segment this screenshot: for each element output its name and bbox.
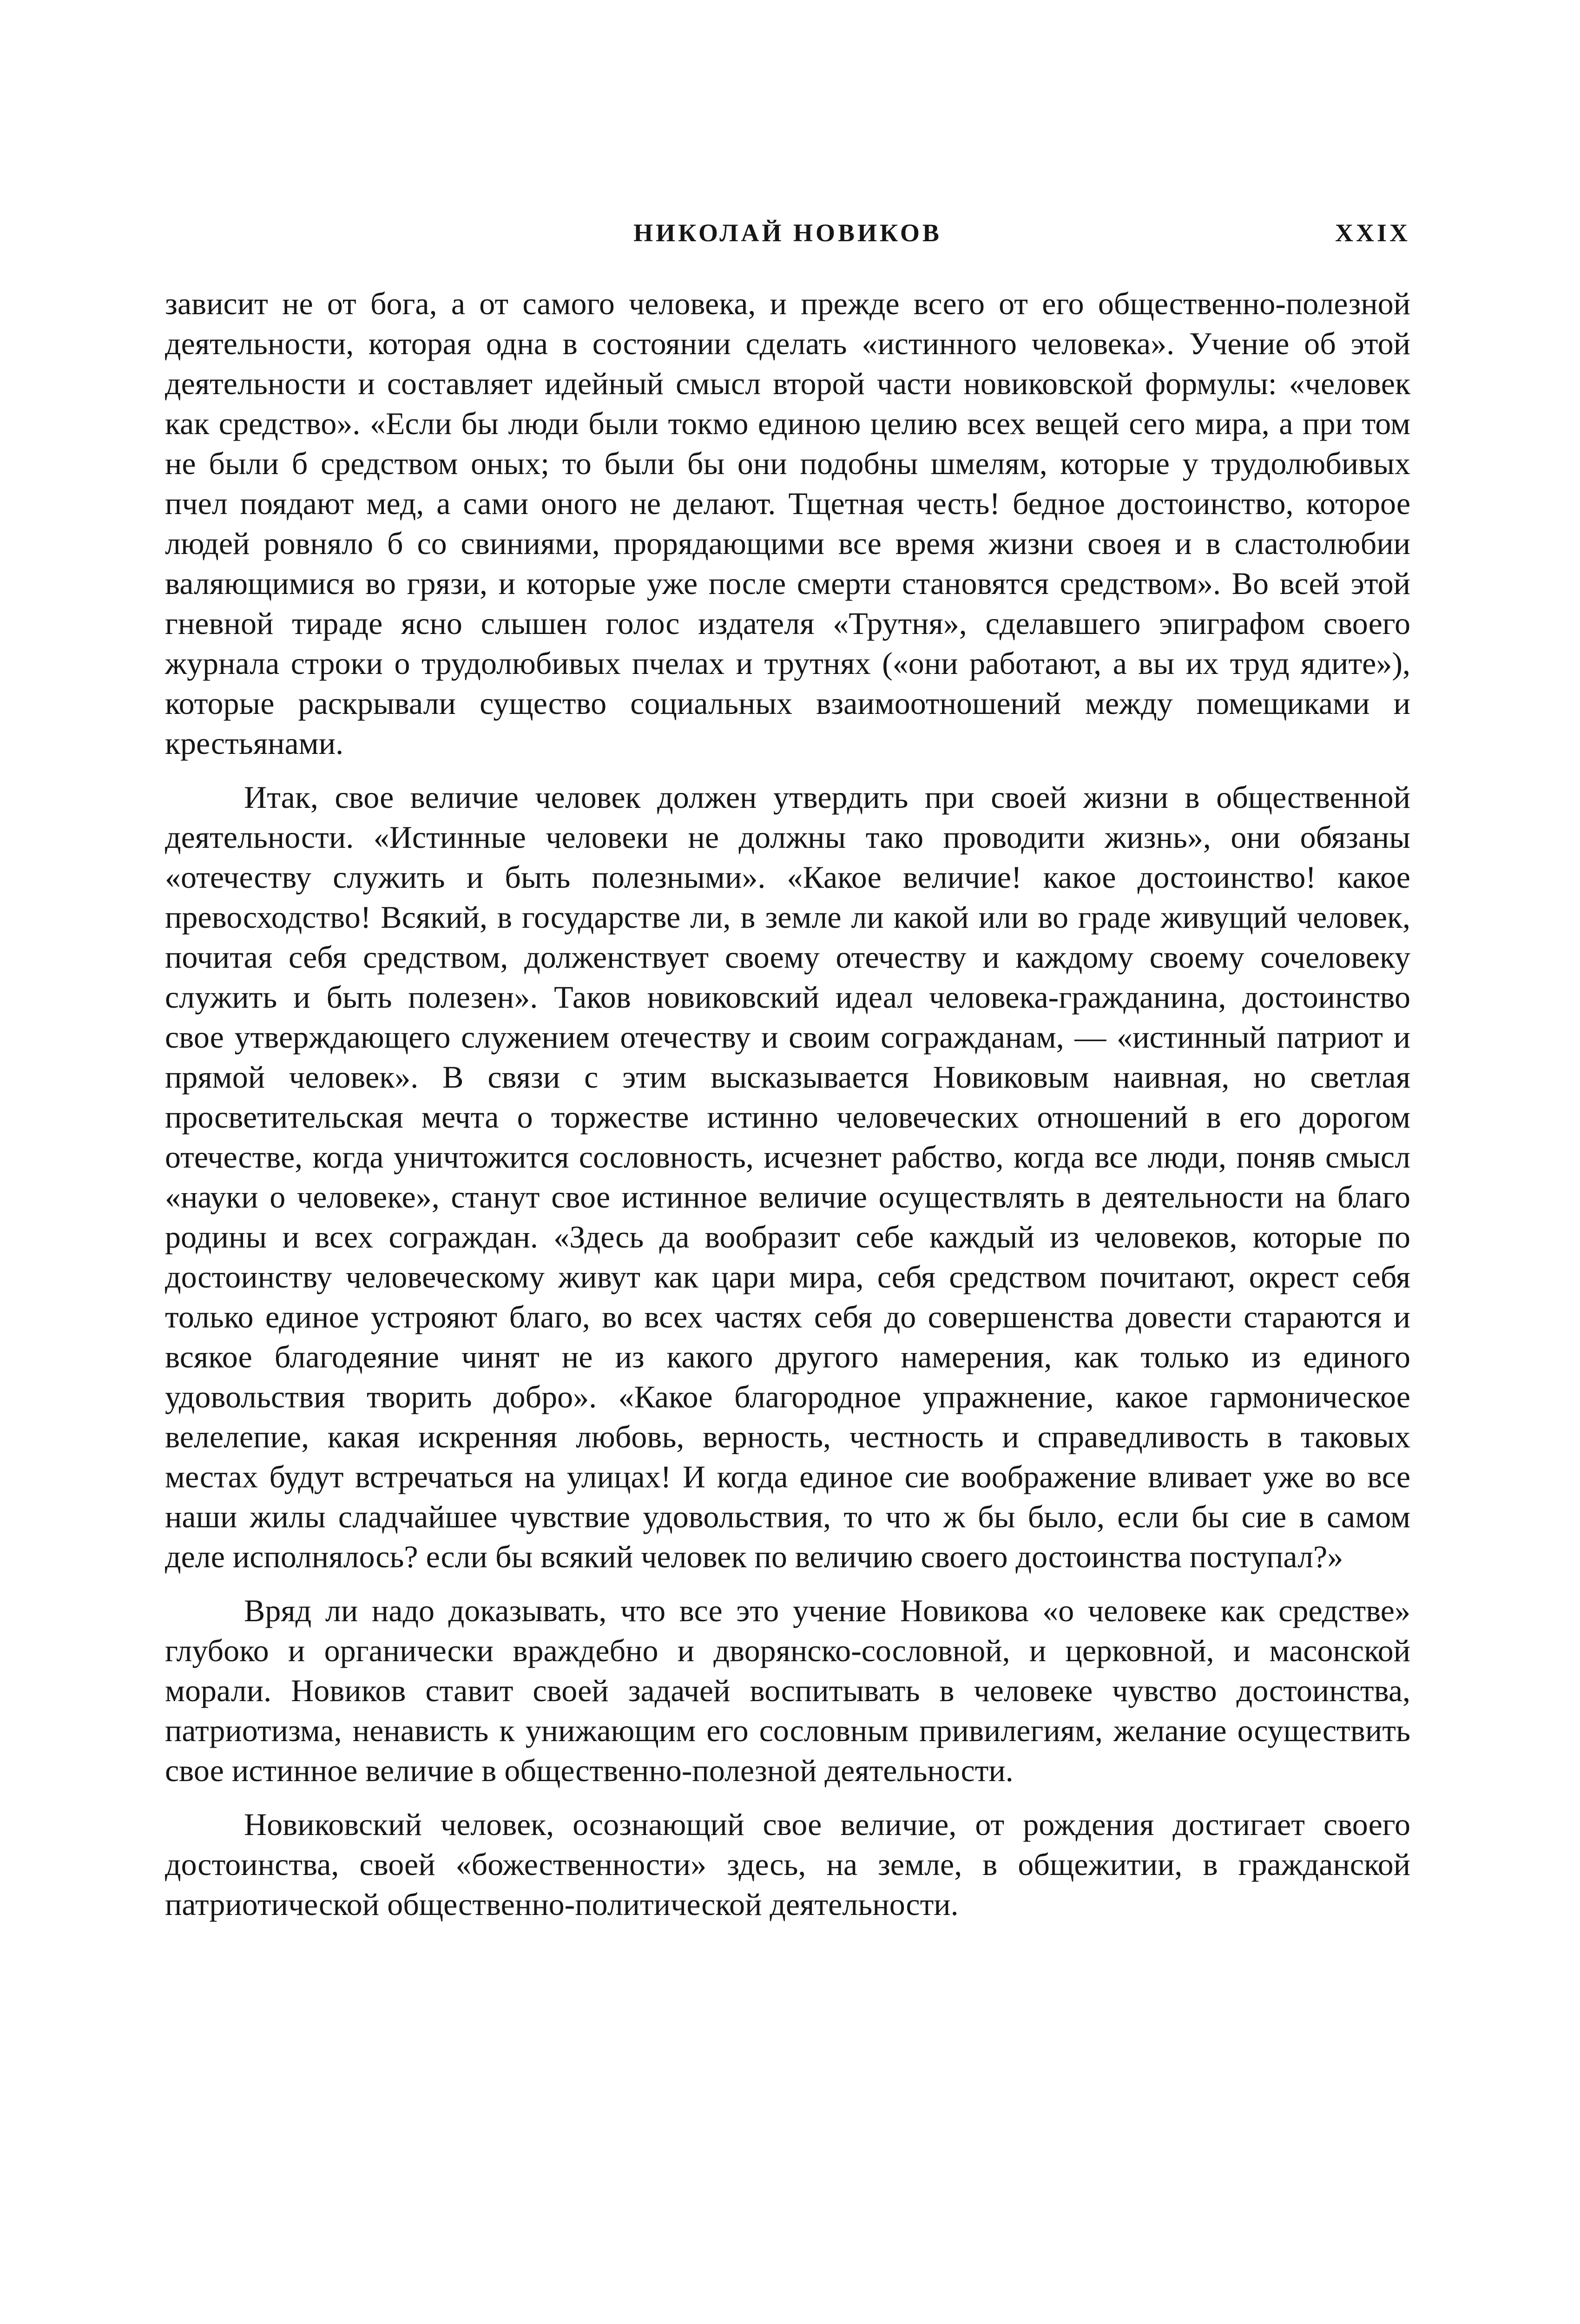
book-page xyxy=(165,218,1410,2264)
running-header xyxy=(165,218,1410,256)
paragraph-4: Новиковский человек, осознающий свое величие, от рождения достигает своего достоинства, своей «божественности» здесь, на земле, в общежитии, в гражданской патриотической общественно-политической деятельности. xyxy=(165,1807,1410,1922)
paragraph-1: зависит не от бога, а от самого человека, и прежде всего от его общественно-полезной деятельности, которая одна в состоянии сделать «истинного человека». Учение об этой деятельности и составляет идейный смысл второй части новиковской формулы: «человек как средство». «Если бы люди были токмо единою целию всех вещей сего мира, а при том не были б средством оных; то были бы они подобны шмелям, которые у трудолюбивых пчел поядают мед, а сами оного не делают. Тщетная честь! бедное достоинство, которое людей ровняло б со свиниями, прорядающими все время жизни своея и в сластолюбии валяющимися во грязи, и которые уже после смерти становятся средством». Во всей этой гневной тираде ясно слышен голос издателя «Трутня», сделавшего эпиграфом своего журнала строки о трудолюбивых пчелах и трутнях («они работают, а вы их труд ядите»), которые раскрывали существо социальных взаимоотношений между помещиками и крестьянами. xyxy=(165,286,1410,761)
page-number: XXIX xyxy=(1335,219,1410,247)
running-title: НИКОЛАЙ НОВИКОВ xyxy=(633,219,942,247)
paragraph-3: Вряд ли надо доказывать, что все это учение Новикова «о человеке как средстве» глубоко и органически враждебно и дворянско-сословной, и церковной, и масонской морали. Новиков ставит своей задачей воспитывать в человеке чувство достоинства, патриотизма, ненависть к унижающим его сословным привилегиям, желание осуществить свое истинное величие в общественно-полезной деятельности. xyxy=(165,1593,1410,1788)
paragraph-2: Итак, свое величие человек должен утвердить при своей жизни в общественной деятельности. «Истинные человеки не должны тако проводити жизнь», они обязаны «отечеству служить и быть полезными». «Какое величие! какое достоинство! какое превосходство! Всякий, в государстве ли, в земле ли какой или во граде живущий человек, почитая себя средством, долженствует своему отечеству и каждому своему сочеловеку служить и быть полезен». Таков новиковский идеал человека-гражданина, достоинство свое утверждающего служением отечеству и своим согражданам, — «истинный патриот и прямой человек». В связи с этим высказывается Новиковым наивная, но светлая просветительская мечта о торжестве истинно человеческих отношений в его дорогом отечестве, когда уничтожится сословность, исчезнет рабство, когда все люди, поняв смысл «науки о человеке», станут свое истинное величие осуществлять в деятельности на благо родины и всех сограждан. «Здесь да вообразит себе каждый из человеков, которые по достоинству человеческому живут как цари мира, себя средством почитают, окрест себя только единое устрояют благо, во всех частях себя до совершенства довести стараются и всякое благодеяние чинят не из какого другого намерения, как только из единого удовольствия творить добро». «Какое благородное упражнение, какое гармоническое велелепие, какая искренняя любовь, верность, честность и справедливость в таковых местах будут встречаться на улицах! И когда единое сие воображение вливает уже во все наши жилы сладчайшее чувствие удовольствия, то что ж бы было, если бы сие в самом деле исполнялось? если бы всякий человек по величию своего достоинства поступал?» xyxy=(165,779,1410,1574)
body-text xyxy=(165,284,1410,1924)
